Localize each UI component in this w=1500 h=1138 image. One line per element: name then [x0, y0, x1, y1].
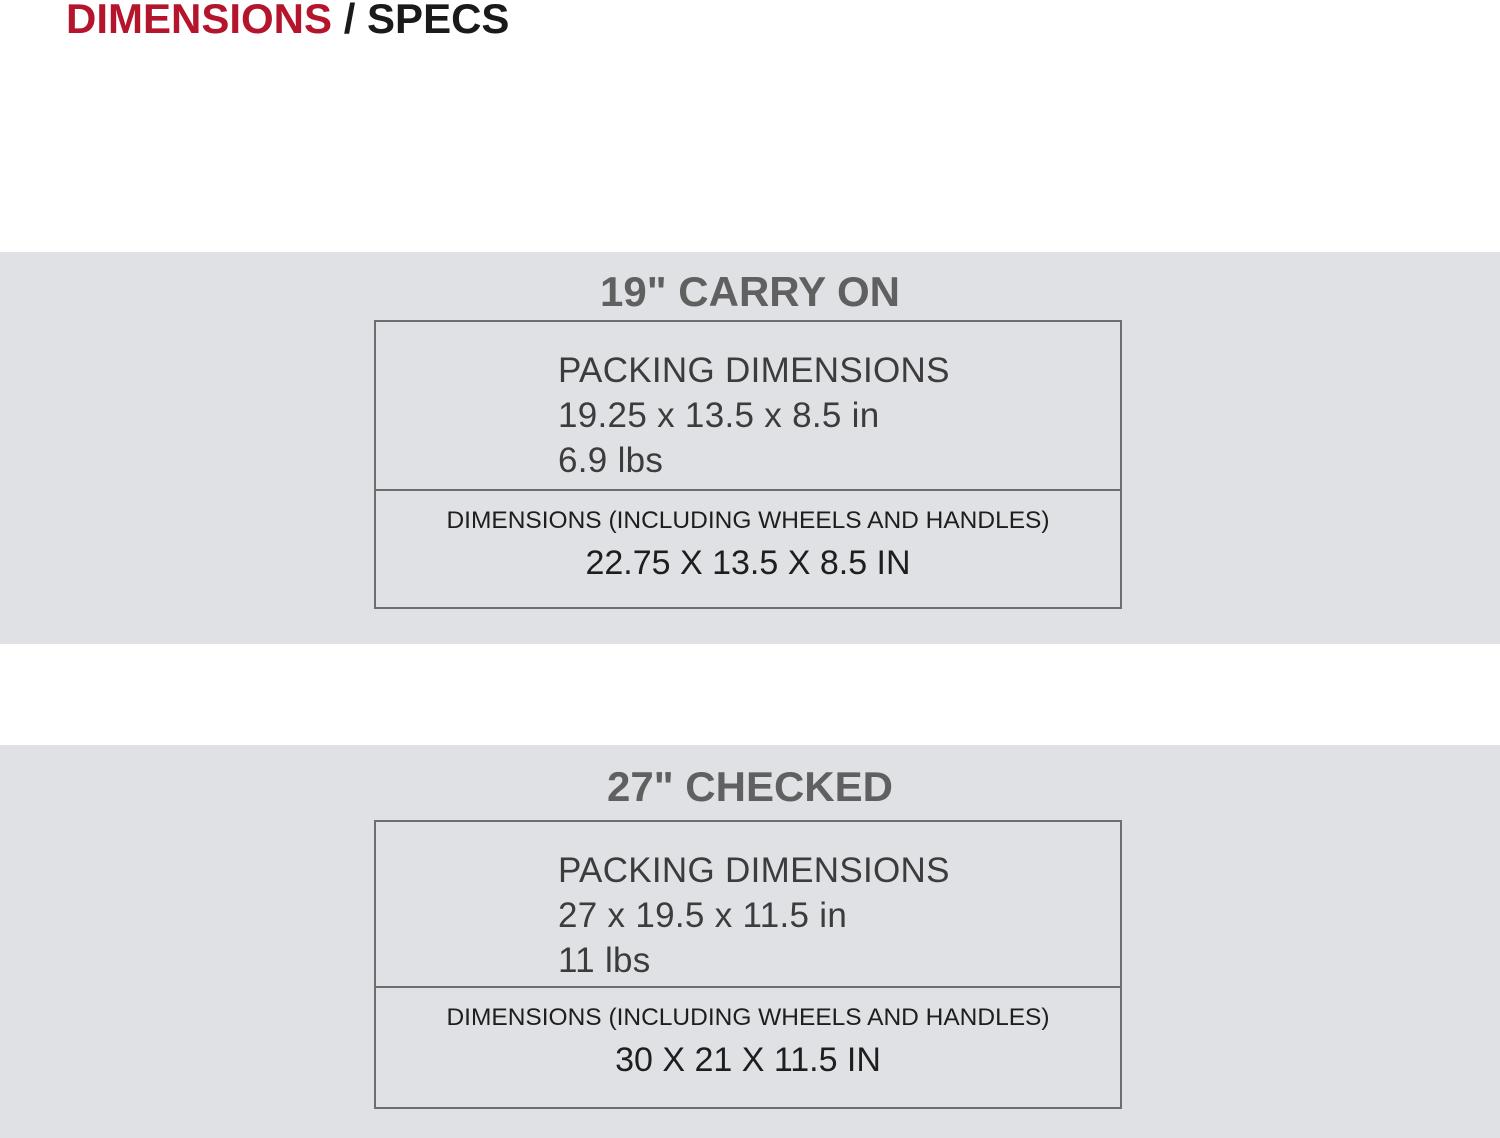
page-title-rest: SPECS: [367, 0, 510, 42]
checked-packing-lines: [558, 848, 950, 983]
checked-section: [0, 745, 1500, 1138]
checked-weight: 11 lbs: [558, 941, 651, 980]
carry-on-spec-box: [374, 320, 1122, 609]
checked-overall-panel: [376, 988, 1120, 1080]
carry-on-title: 19" CARRY ON: [600, 268, 900, 315]
checked-packing-label: PACKING DIMENSIONS: [558, 851, 950, 890]
page-title-separator: /: [332, 0, 368, 42]
page-title-accent: DIMENSIONS: [66, 0, 333, 42]
checked-overall-value: 30 X 21 X 11.5 IN: [615, 1041, 881, 1079]
carry-on-overall-value: 22.75 X 13.5 X 8.5 IN: [585, 544, 911, 582]
carry-on-packing-lines: [558, 348, 950, 483]
carry-on-overall-label: DIMENSIONS (INCLUDING WHEELS AND HANDLES): [446, 507, 1050, 534]
carry-on-weight: 6.9 lbs: [558, 441, 664, 480]
checked-packing-panel: [376, 822, 1120, 988]
checked-title: 27" CHECKED: [607, 763, 893, 810]
checked-overall-label: DIMENSIONS (INCLUDING WHEELS AND HANDLES): [446, 1004, 1050, 1031]
carry-on-section: [0, 252, 1500, 644]
carry-on-packing-panel: [376, 322, 1120, 491]
page-title: [66, 0, 509, 44]
carry-on-packing-size: 19.25 x 13.5 x 8.5 in: [558, 396, 880, 435]
carry-on-packing-label: PACKING DIMENSIONS: [558, 351, 950, 390]
checked-packing-size: 27 x 19.5 x 11.5 in: [558, 896, 848, 935]
checked-spec-box: [374, 820, 1122, 1109]
carry-on-overall-panel: [376, 491, 1120, 583]
